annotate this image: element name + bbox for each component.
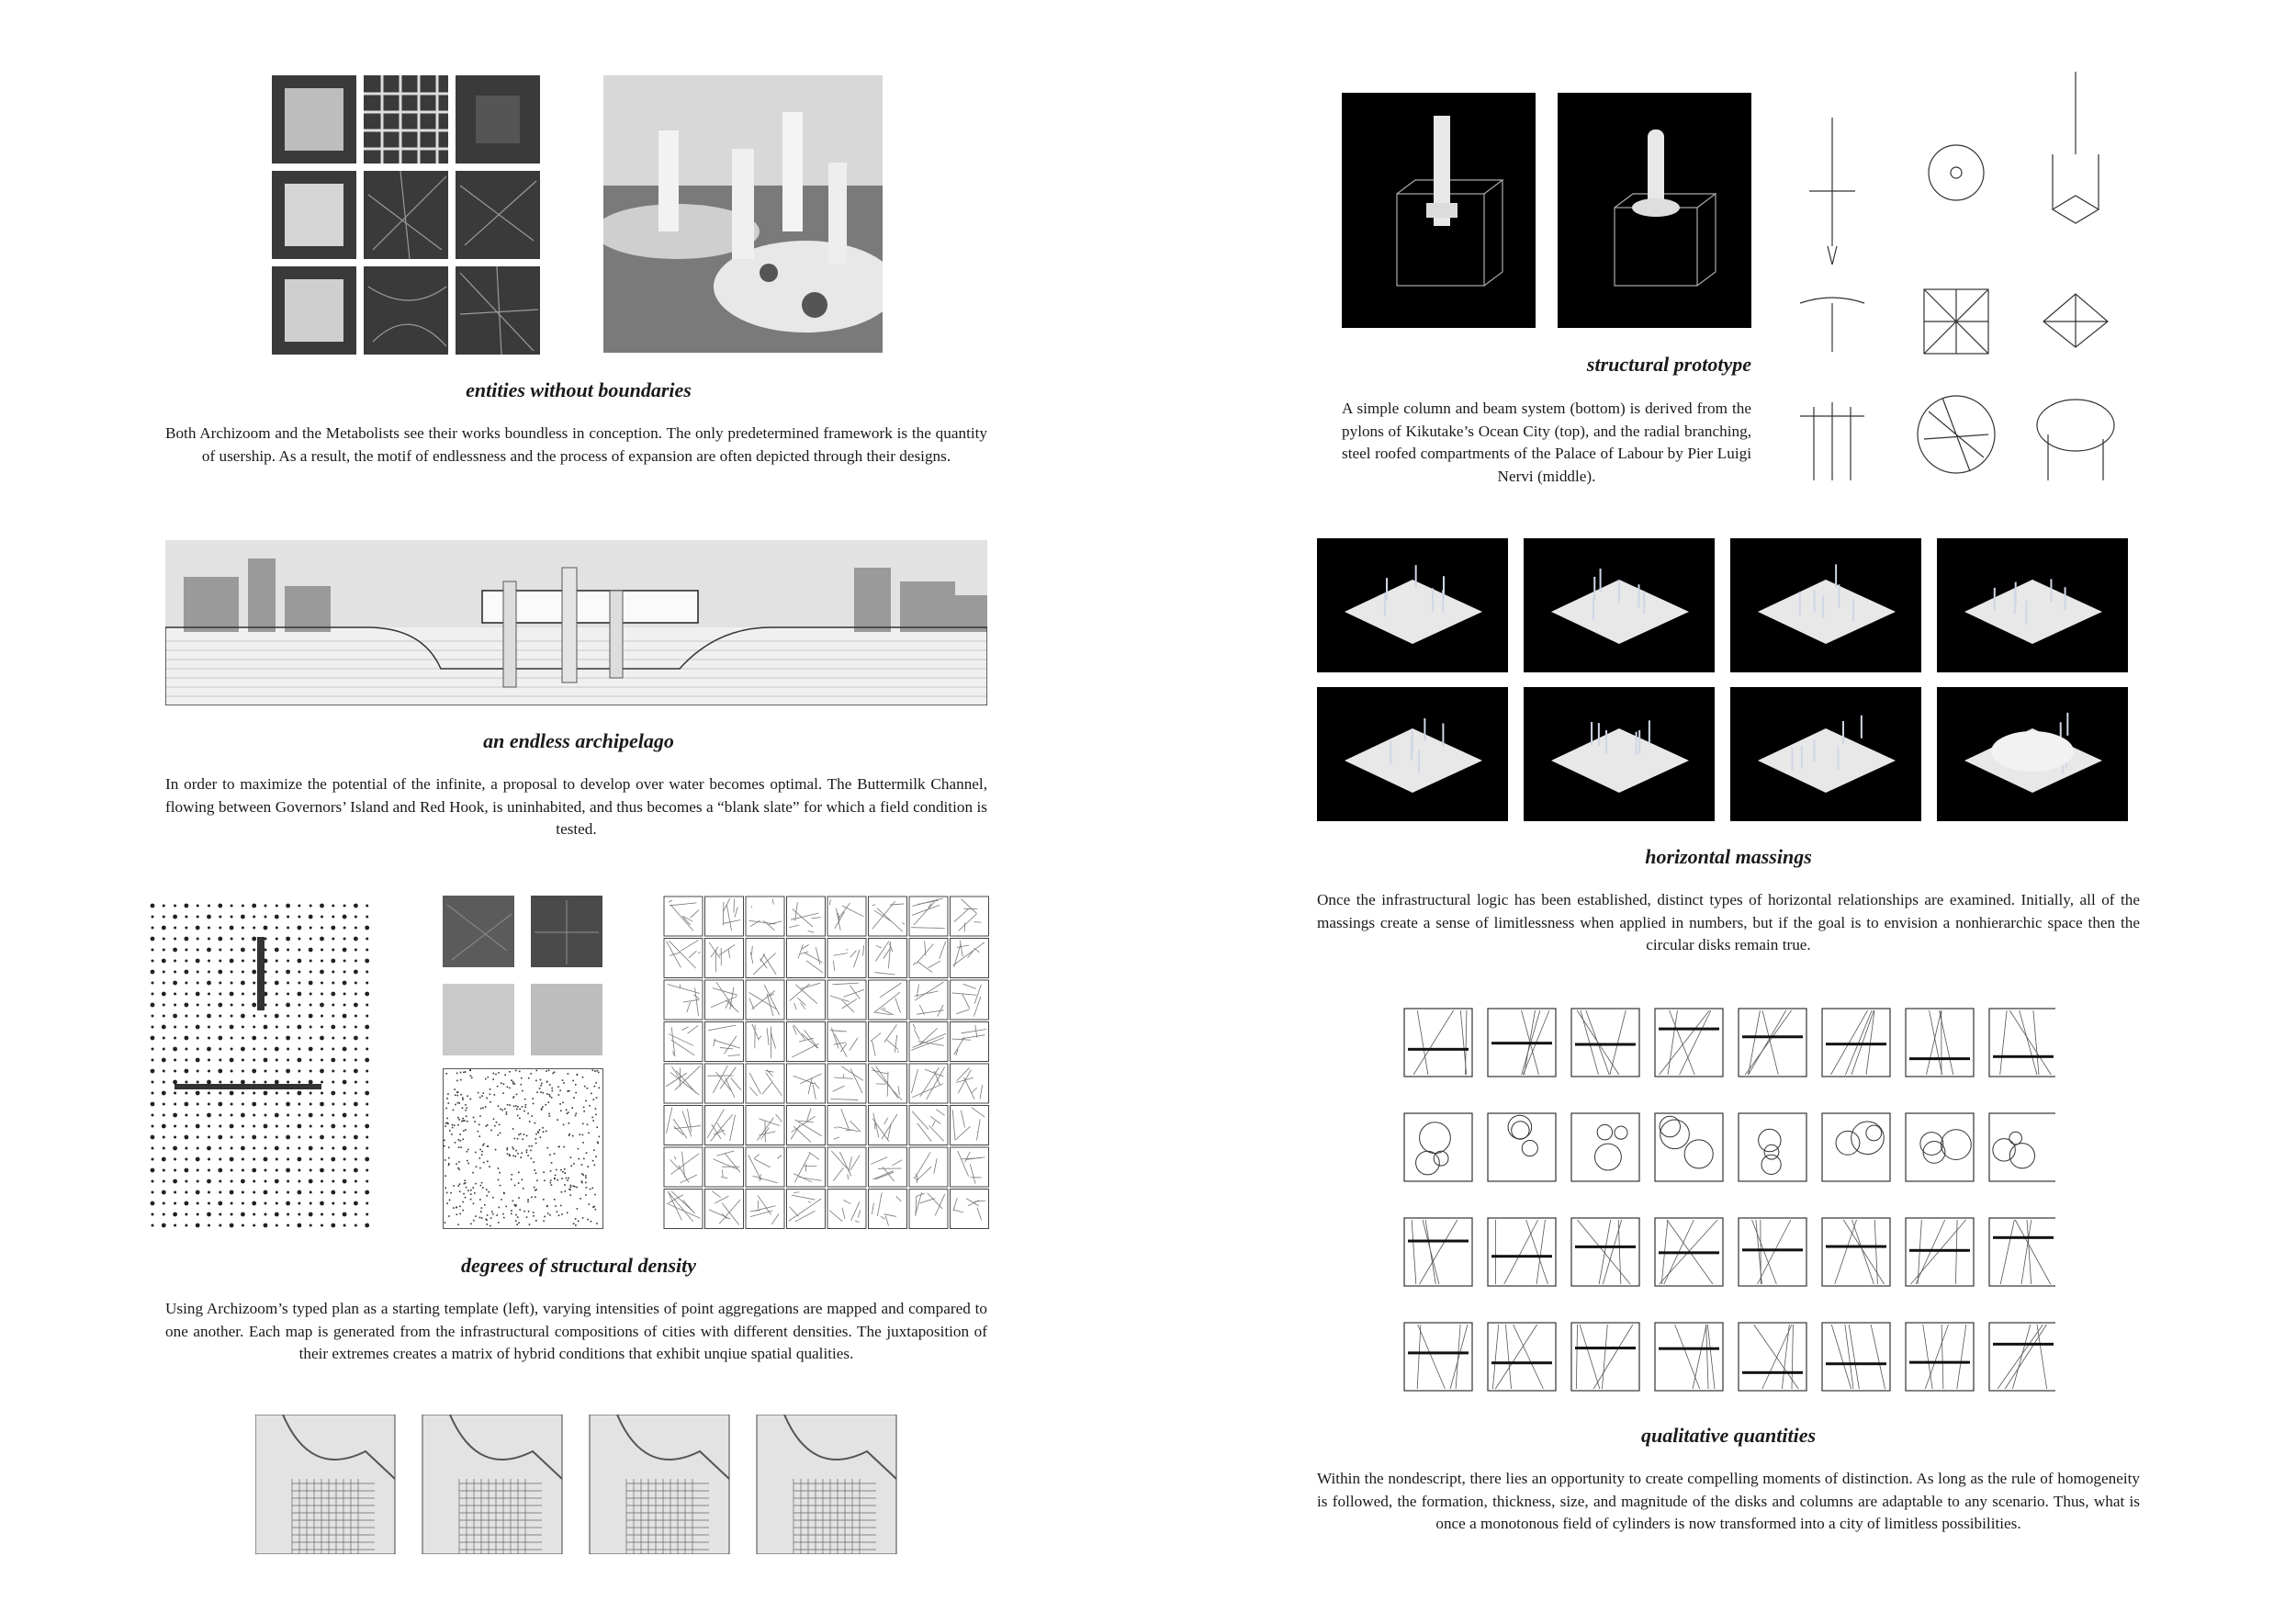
section-body: Within the nondescript, there lies an opportunity to create compelling moments of distinction. As long as the rule of homogeneity is followed, the formation, thickness, size, and magnitude of the disks and columns are adaptable to any scenario. Thus, what is once a monotonous field of cylinders is now transformed into a city of limitless possibilities. bbox=[1317, 1470, 2140, 1532]
density-maps bbox=[255, 1415, 898, 1554]
section-title: an endless archipelago bbox=[483, 729, 674, 752]
section-body: Using Archizoom’s typed plan as a starting template (left), varying intensities of point aggregations are mapped and compared to one another. Each map is generated from the infrastructural compositions of cities with different densities. The juxtaposition of their extremes creates a matrix of hybrid conditions that exhibit unqiue spatial qualities. bbox=[165, 1300, 987, 1362]
section-body: A simple column and beam system (bottom) is derived from the pylons of Kikutake’s Ocean City (top), and the radial branching, steel roofed compartments of the Palace of Labour by Pier Luigi Nervi (middle). bbox=[1342, 400, 1751, 485]
section-body: Both Archizoom and the Metabolists see their works boundless in conception. The only predetermined framework is the quantity of usership. As a result, the motif of endlessness and the process of expansion are often depicted through their designs. bbox=[165, 424, 987, 465]
horizontal-massing-renders bbox=[1317, 538, 2140, 821]
section-body: Once the infrastructural logic has been established, distinct types of horizontal relationships are examined. Initially, all of the massings create a sense of limitlessness when applied in numbers, but if the goal is to envision a nonhierarchic space then the circular disks remain true. bbox=[1317, 891, 2140, 953]
section-title: entities without boundaries bbox=[466, 378, 692, 401]
point-field-plan bbox=[443, 1068, 603, 1229]
ocean-city-pylon-model bbox=[1342, 93, 1536, 328]
archipelago-section-drawing bbox=[165, 540, 987, 705]
section-body: In order to maximize the potential of the infinite, a proposal to develop over water becomes optimal. The Buttermilk Channel, flowing between Governors’ Island and Red Hook, is uninhabited, and thus becomes a “blank slate” for which a field condition is tested. bbox=[165, 775, 987, 838]
aerial-grid bbox=[272, 75, 540, 355]
hybrid-condition-matrix bbox=[663, 896, 992, 1231]
structural-line-drawings bbox=[1795, 72, 2117, 490]
palace-of-labour-model bbox=[1558, 93, 1751, 328]
section-title: structural prototype bbox=[1586, 353, 1751, 376]
density-texture-tiles bbox=[443, 896, 603, 1056]
section-title: degrees of structural density bbox=[460, 1254, 697, 1277]
section-title: horizontal massings bbox=[1645, 845, 1812, 868]
section-title: qualitative quantities bbox=[1640, 1424, 1817, 1447]
qualitative-plan-diagrams bbox=[1403, 1008, 2055, 1395]
metabolist-model-photo bbox=[603, 75, 883, 353]
archizoom-typed-plan bbox=[147, 900, 377, 1231]
